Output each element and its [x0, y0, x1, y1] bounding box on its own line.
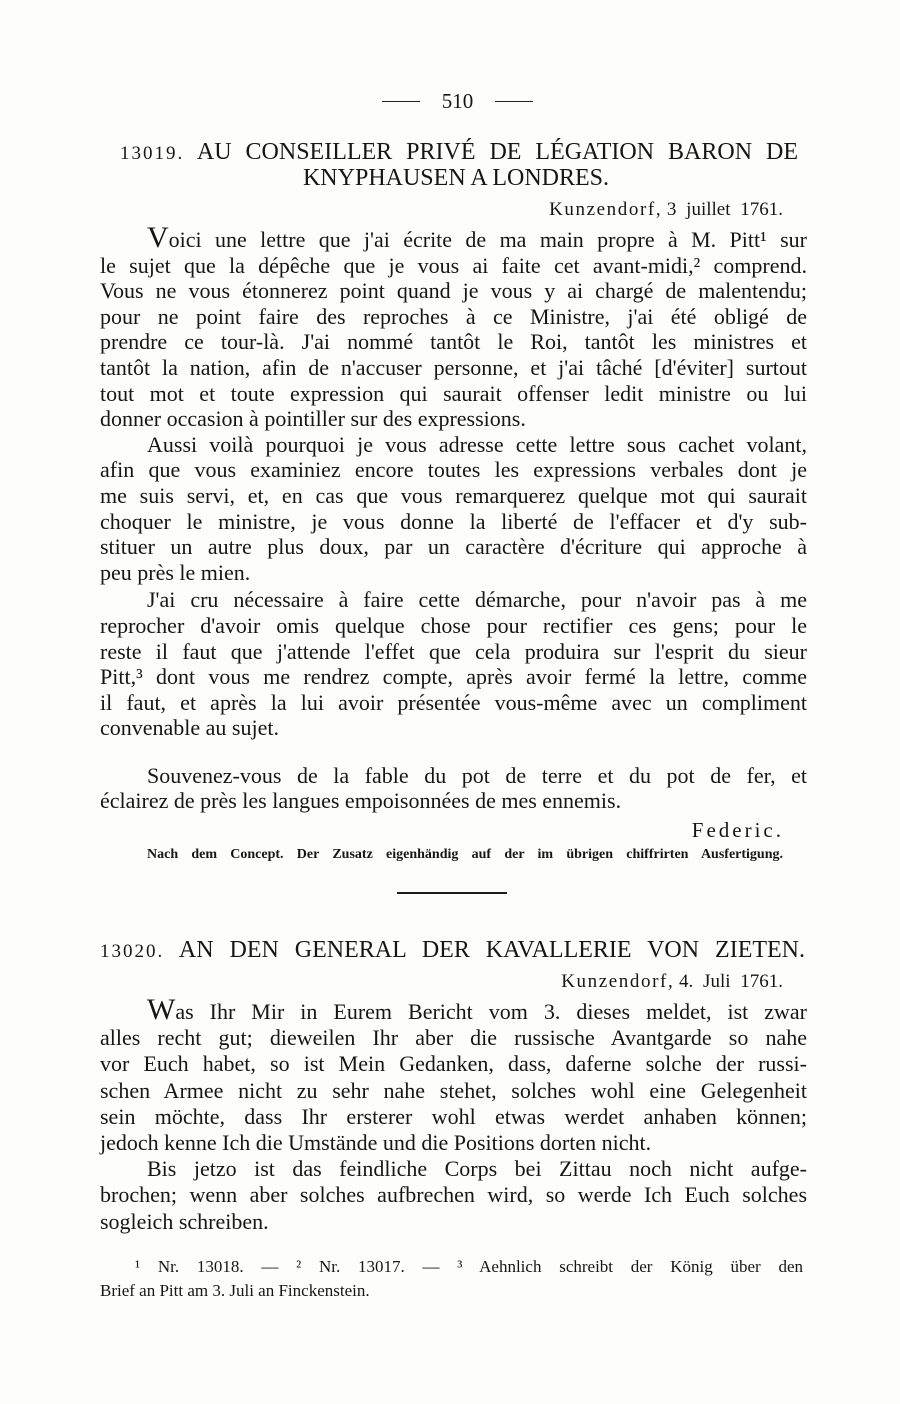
paragraph: [100, 1156, 807, 1235]
letter-heading: [100, 140, 807, 190]
text-line: le sujet que la dépêche que je vous ai faite cet avant-midi,² comprend.: [100, 252, 807, 278]
text-line: vor Euch habet, so ist Mein Gedanken, dass, daferne solche der russi-: [100, 1051, 807, 1077]
text-line: peu près le mien.: [100, 559, 251, 585]
text-line: prendre ce tour-là. J'ai nommé tantôt le Roi, tantôt les ministres et: [100, 329, 807, 355]
postscript: [100, 763, 807, 814]
text-line: pour ne point faire des reproches à ce Ministre, j'ai été obligé de: [100, 303, 807, 329]
dateline-place: Kunzendorf,: [549, 199, 663, 220]
text-line: schen Armee nicht zu sehr nahe stehet, solches wohl eine Gelegenheit: [100, 1077, 807, 1103]
text-line: Pitt,³ dont vous me rendrez compte, après avoir fermé la lettre, comme: [100, 664, 807, 690]
letter-addressee: AN DEN GENERAL DER KAVALLERIE VON ZIETEN.: [178, 937, 805, 964]
text-line: afin que vous examiniez encore toutes les expressions verbales dont je: [100, 457, 807, 483]
text-line: Voici une lettre que j'ai écrite de ma main propre à M. Pitt¹ sur: [147, 221, 807, 254]
text-column: [100, 0, 807, 1303]
dateline-place: Kunzendorf,: [561, 971, 675, 993]
text-line: Was Ihr Mir in Eurem Bericht vom 3. dieses meldet, ist zwar: [147, 993, 807, 1027]
text-line: reprocher d'avoir omis quelque chose pour rectifier ces gens; pour le: [100, 612, 807, 638]
footnotes: [100, 1255, 807, 1303]
text-line: sein möchte, dass Ihr ersterer wohl etwas werdet anhaben können;: [100, 1103, 807, 1129]
text-line: tout mot et toute expression qui saurait offenser ledit ministre ou lui: [100, 380, 807, 406]
text-line: donner occasion à pointiller sur des expressions.: [100, 406, 526, 432]
text-line: reste il faut que j'attende l'effet que cela produira sur l'esprit du sieur: [100, 638, 807, 664]
text-line: il faut, et après la lui avoir présentée vous-même avec un compliment: [100, 689, 807, 715]
signature: Federic.: [691, 818, 784, 843]
paragraph: [100, 993, 807, 1156]
text-line: éclairez de près les langues empoisonnées de mes ennemis.: [100, 788, 622, 814]
text-line: sogleich schreiben.: [100, 1208, 269, 1234]
dateline-date: 4. Juli 1761.: [679, 971, 783, 993]
text-line: tantôt la nation, afin de n'accuser personne, et j'ai tâché [d'éviter] surtout: [100, 354, 807, 380]
source-note: Nach dem Concept. Der Zusatz eigenhändig auf der im übrigen chiffrirten Ausfertigung.: [147, 847, 783, 863]
page-number-rule: [495, 101, 533, 102]
text-line: me suis servi, et, en cas que vous remarquerez quelque mot qui saurait: [100, 482, 807, 508]
page-number: [100, 89, 807, 113]
page-number-value: 510: [441, 89, 474, 113]
text-line: Vous ne vous étonnerez point quand je vous y ai chargé de malentendu;: [100, 278, 807, 304]
text-line: convenable au sujet.: [100, 715, 279, 741]
text-line: alles recht gut; dieweilen Ihr aber die russische Avantgarde so nahe: [100, 1025, 807, 1051]
letter-heading-line: [120, 140, 798, 166]
section-divider: [397, 892, 507, 894]
dateline: [100, 198, 807, 222]
letter-addressee: AU CONSEILLER PRIVÉ DE LÉGATION BARON DE: [196, 139, 798, 165]
text-line: choquer le ministre, je vous donne la liberté de l'effacer et d'y sub-: [100, 508, 807, 534]
letter-number: 13019.: [120, 143, 185, 164]
footnote-line: ¹ Nr. 13018. — ² Nr. 13017. — ³ Aehnlich schreibt der König über den: [135, 1256, 803, 1276]
text-line: Aussi voilà pourquoi je vous adresse cette lettre sous cachet volant,: [147, 431, 807, 457]
footnote-line: Brief an Pitt am 3. Juli an Finckenstein.: [100, 1280, 370, 1300]
text-line: J'ai cru nécessaire à faire cette démarche, pour n'avoir pas à me: [147, 587, 807, 613]
text-line: jedoch kenne Ich die Umstände und die Positions dorten nicht.: [100, 1130, 652, 1156]
dateline: [100, 971, 807, 993]
letter-heading-line: KNYPHAUSEN A LONDRES.: [302, 165, 610, 191]
text-line: stituer un autre plus doux, par un caractère d'écriture qui approche à: [100, 534, 807, 560]
text-line: brochen; wenn aber solches aufbrechen wird, so werde Ich Euch solches: [100, 1182, 807, 1208]
paragraph: [100, 432, 807, 586]
text-line: Bis jetzo ist das feindliche Corps bei Zittau noch nicht aufge-: [147, 1156, 807, 1182]
page-number-rule: [382, 101, 420, 102]
letter-heading: [100, 937, 805, 965]
paragraph: [100, 587, 807, 741]
dateline-date: 3 juillet 1761.: [666, 199, 783, 220]
paragraph: [100, 221, 807, 432]
letter-number: 13020.: [100, 941, 165, 963]
text-line: Souvenez-vous de la fable du pot de terre et du pot de fer, et: [147, 762, 807, 788]
